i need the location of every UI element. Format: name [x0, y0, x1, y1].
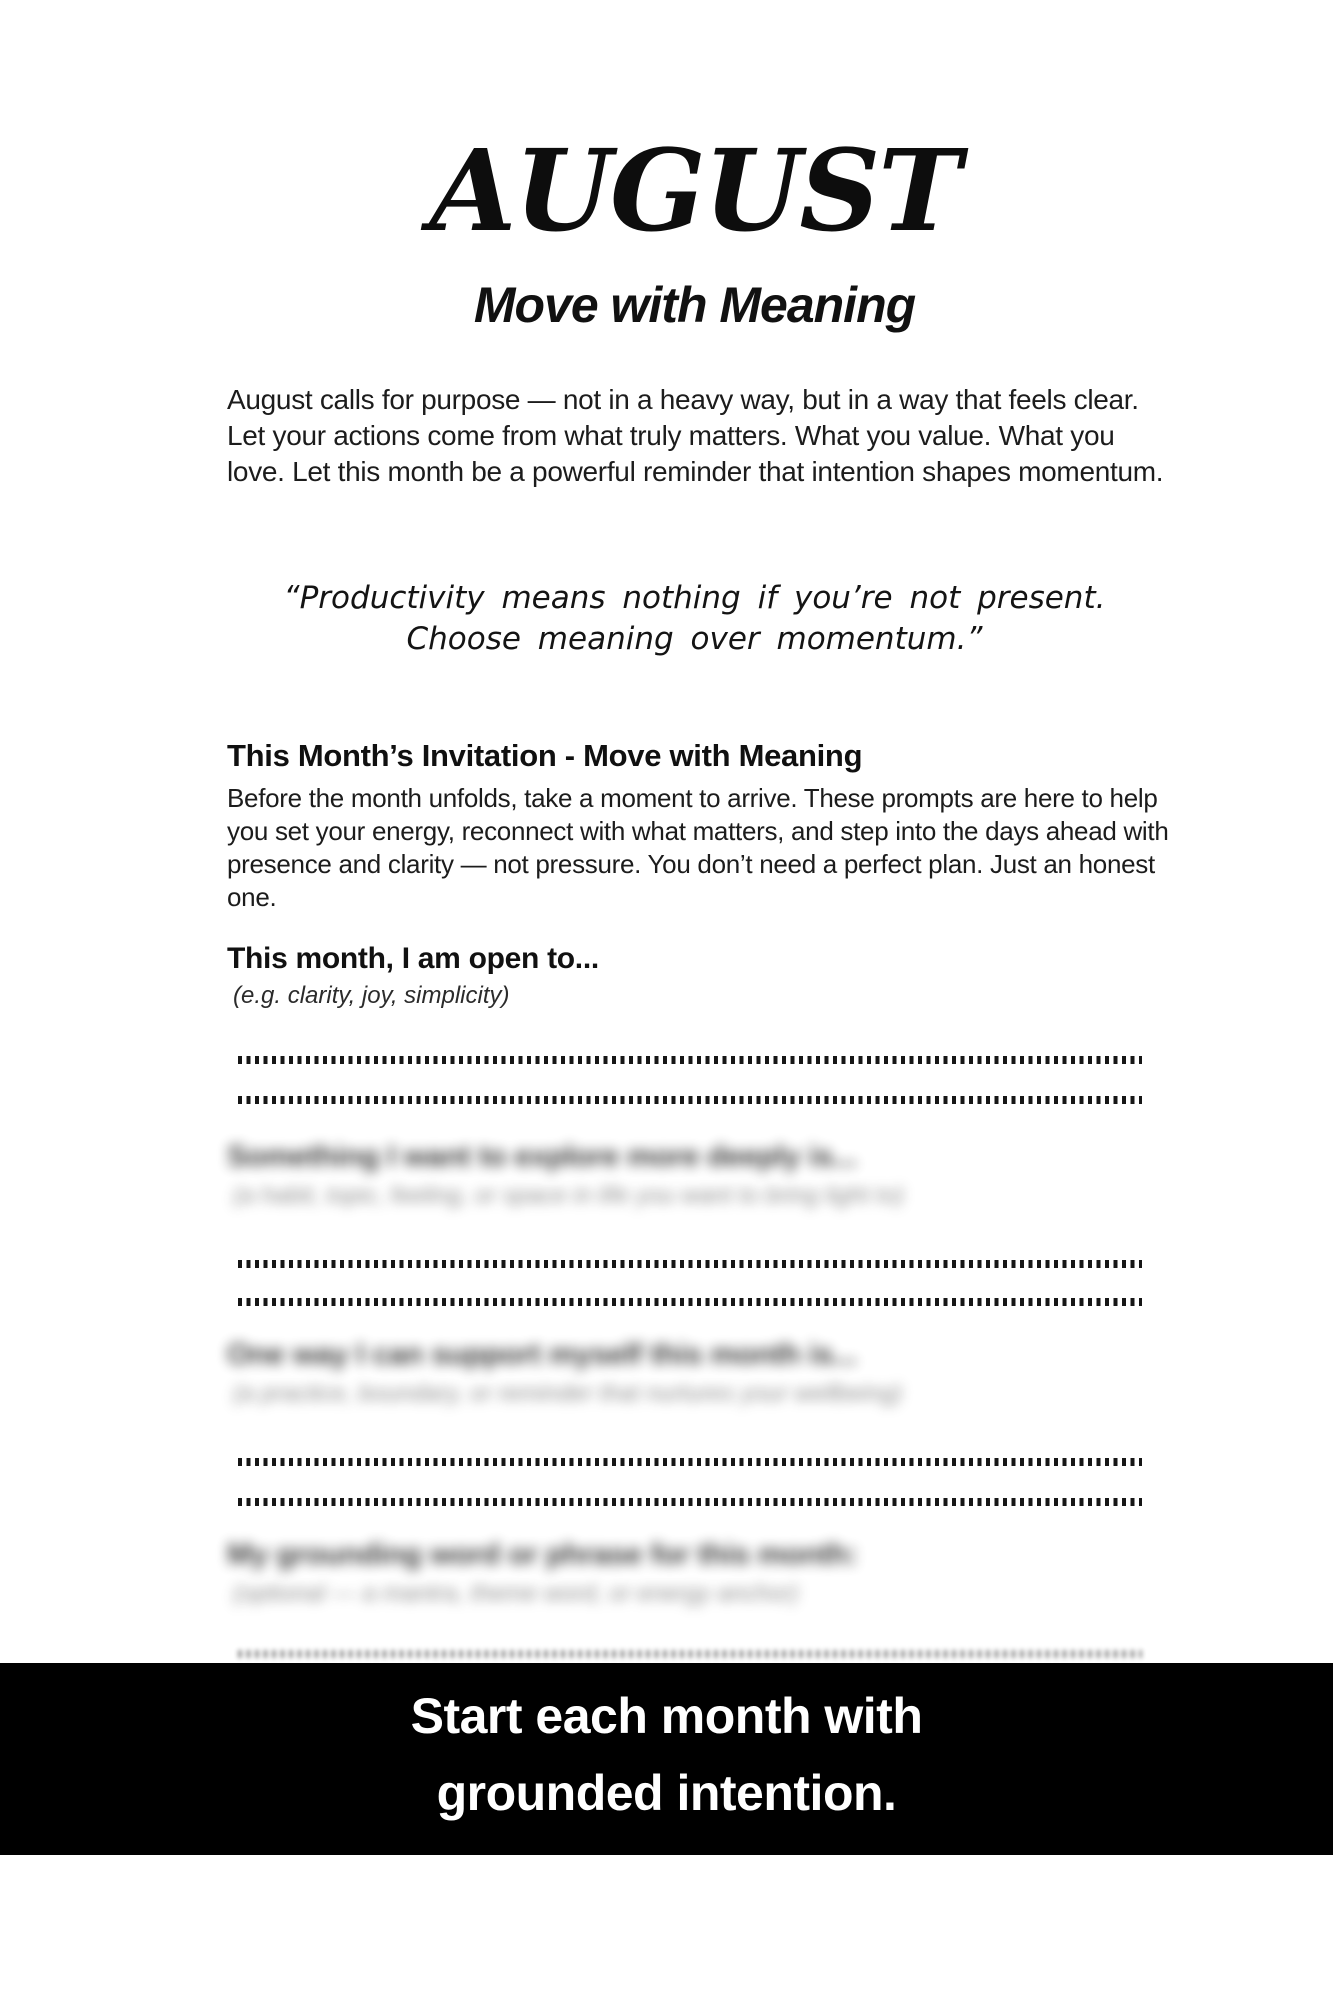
prompt-label-explore: Something I want to explore more deeply is...	[227, 1140, 857, 1173]
invitation-intro: Before the month unfolds, take a moment to arrive. These prompts are here to help you set your energy, reconnect with what matters, and step into the days ahead with presence and clarity — not pressure. You don’t need a perfect plan. Just an honest one.	[227, 783, 1169, 912]
writing-line	[238, 1260, 1142, 1268]
banner-caption-line-2: grounded intention.	[436, 1765, 897, 1821]
banner-caption-line-1: Start each month with	[410, 1688, 923, 1744]
prompt-label-open-to: This month, I am open to...	[227, 942, 599, 975]
prompt-label-support: One way I can support myself this month is...	[227, 1338, 857, 1371]
prompt-label-grounding-word: My grounding word or phrase for this month:	[227, 1538, 858, 1571]
quote-line-2: Choose meaning over momentum.”	[406, 621, 983, 657]
invitation-heading: This Month’s Invitation - Move with Meaning	[227, 738, 863, 773]
month-title: AUGUST	[429, 126, 960, 257]
prompt-hint-grounding-word: (optional — a mantra, theme word, or energy anchor)	[233, 1580, 799, 1607]
prompt-hint-explore: (a habit, topic, feeling, or space in life you want to bring light to)	[233, 1182, 905, 1209]
quote-line-1: “Productivity means nothing if you’re not present.	[283, 580, 1106, 616]
banner-caption	[0, 1678, 1333, 1832]
writing-line	[238, 1458, 1142, 1466]
month-intro-paragraph: August calls for purpose — not in a heavy way, but in a way that feels clear. Let your actions come from what truly matters. What you value. What you love. Let this month be a powerful reminder that intention shapes momentum.	[227, 384, 1164, 487]
prompt-hint-support: (a practice, boundary, or reminder that nurtures your wellbeing)	[233, 1380, 903, 1407]
writing-line	[238, 1650, 1142, 1658]
writing-line	[238, 1056, 1142, 1064]
month-quote	[227, 578, 1162, 660]
writing-line	[238, 1498, 1142, 1506]
month-subtitle: Move with Meaning	[473, 277, 916, 333]
prompt-hint-open-to: (e.g. clarity, joy, simplicity)	[233, 982, 510, 1009]
writing-line	[238, 1096, 1142, 1104]
writing-line	[238, 1298, 1142, 1306]
